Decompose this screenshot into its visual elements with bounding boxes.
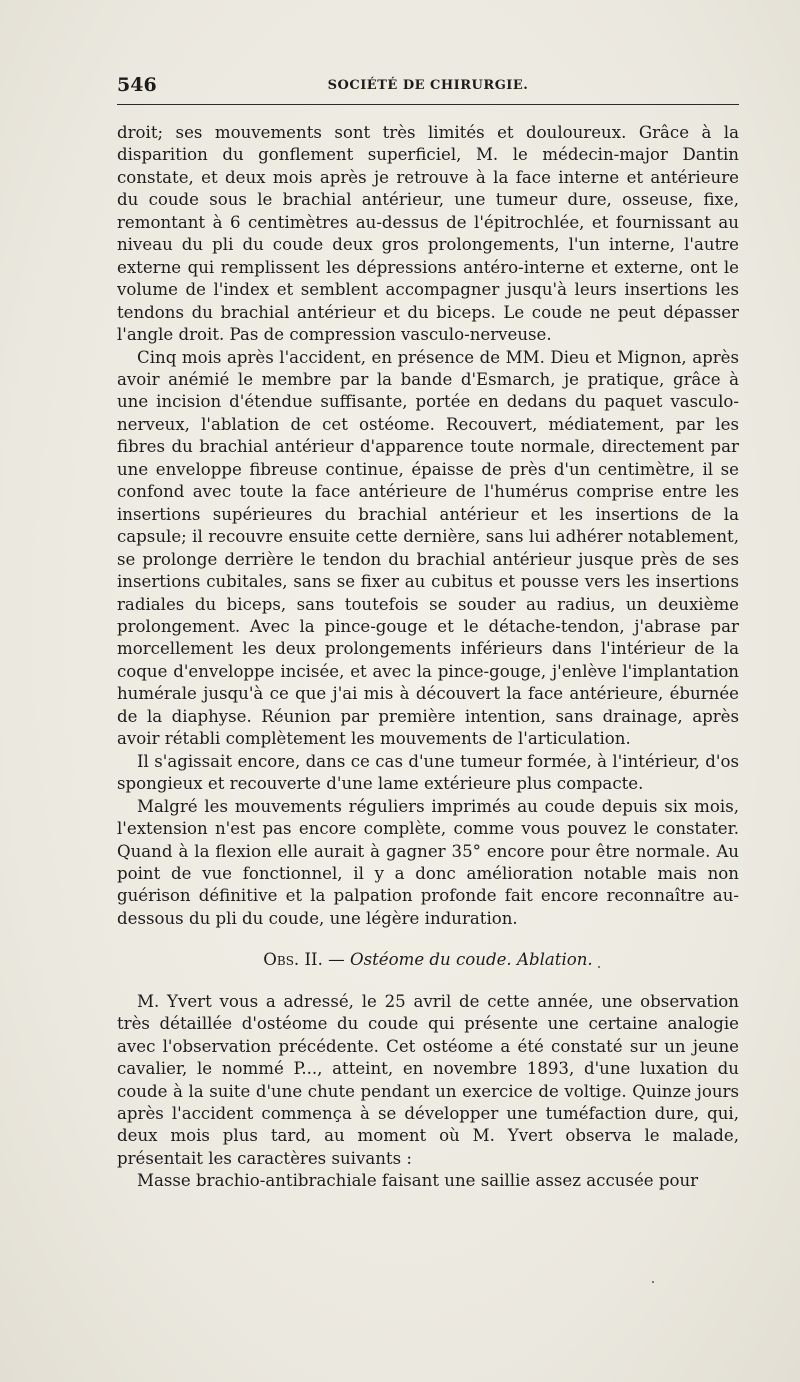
paragraph: Malgré les mouvements réguliers imprimés au coude depuis six mois, l'extension n'est pas encore complète, comme vous pouvez le constater. Quand à la flexion elle aurait à gagner 35° encore pour être normale. Au point de vue fonctionnel, il y a donc amélioration notable mais non guérison définitive et la palpation profonde fait encore reconnaître au-dessous du pli du coude, une légère induration. [117,796,739,928]
paragraph: Cinq mois après l'accident, en présence de MM. Dieu et Mignon, après avoir anémié le membre par la bande d'Esmarch, je pratique, grâce à une incision d'étendue suffisante, portée en dedans du paquet vasculo-nerveux, l'ablation de cet ostéome. Recouvert, médiatement, par les fibres du brachial antérieur d'apparence toute normale, directement par une enveloppe fibreuse continue, épaisse de près d'un centimètre, il se confond avec toute la face antérieure de l'humérus comprise entre les insertions supérieures du brachial antérieur et les insertions de la capsule; il recouvre ensuite cette dernière, sans lui adhérer notablement, se prolonge derrière le tendon du brachial antérieur jusque près de ses insertions cubitales, sans se fixer au cubitus et pousse vers les insertions radiales du biceps, sans toutefois se souder au radius, un deuxième prolongement. Avec la pince-gouge et le détache-tendon, j'abrase par morcellement les deux prolongements inférieurs dans l'intérieur de la coque d'enveloppe incisée, et avec la pince-gouge, j'enlève l'implantation humérale jusqu'à ce que j'ai mis à découvert la face antérieure, éburnée de la diaphyse. Réunion par première intention, sans drainage, après avoir rétabli complètement les mouvements de l'articulation. [117,347,739,749]
paragraph: M. Yvert vous a adressé, le 25 avril de cette année, une observation très détaillée d'ostéome du coude qui présente une certaine analogie avec l'observation précédente. Cet ostéome a été constaté sur un jeune cavalier, le nommé P..., atteint, en novembre 1893, d'une luxation du coude à la suite d'une chute pendant un exercice de voltige. Quinze jours après l'accident commença à se développer une tuméfaction dure, qui, deux mois plus tard, au moment où M. Yvert observa le malade, présentait les caractères suivants : [117,991,739,1168]
page-header [117,74,739,98]
print-speck [598,966,600,968]
page-number: 546 [117,74,157,96]
paragraph: Il s'agissait encore, dans ce cas d'une tumeur formée, à l'intérieur, d'os spongieux et recouverte d'une lame extérieure plus compacte. [117,751,739,794]
observation-label: Obs. II. [263,950,323,970]
paragraph-truncated: Masse brachio-antibrachiale faisant une saillie assez accusée pour [137,1171,699,1191]
paragraph-continuation: droit; ses mouvements sont très limités et douloureux. Grâce à la disparition du gonflement superficiel, M. le médecin-major Dantin constate, et deux mois après je retrouve à la face interne et antérieure du coude sous le brachial antérieur, une tumeur dure, osseuse, fixe, remontant à 6 centimètres au-dessus de l'épitrochlée, et fournissant au niveau du pli du coude deux gros prolongements, l'un interne, l'autre externe qui remplissent les dépressions antéro-interne et externe, ont le volume de l'index et semblent accompagner jusqu'à leurs insertions les tendons du brachial antérieur et du biceps. Le coude ne peut dépasser l'angle droit. Pas de compression vasculo-nerveuse. [117,123,739,345]
section-heading [117,949,739,971]
print-speck [652,1281,654,1283]
observation-title: Ostéome du coude. Ablation. [350,950,593,970]
heading-dash: — [322,950,350,970]
body-text [117,122,739,1193]
running-head: SOCIÉTÉ DE CHIRURGIE. [327,78,529,93]
header-rule [117,104,739,105]
